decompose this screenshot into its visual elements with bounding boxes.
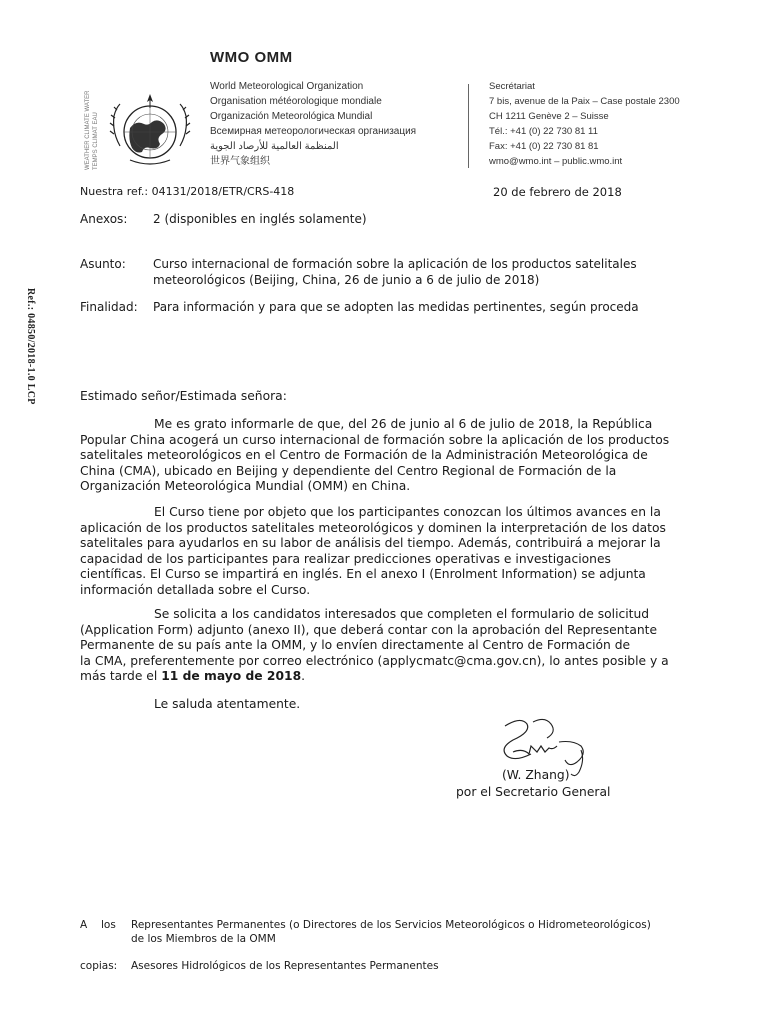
paragraph-line: Me es grato informarle de que, del 26 de junio al 6 de julio de 2018, la República [154,417,653,431]
paragraph-line: Organización Meteorológica Mundial (OMM) en China. [80,479,411,493]
secretariat-line: Tél.: +41 (0) 22 730 81 11 [489,126,598,137]
paragraph-line: científicas. El Curso se impartirá en inglés. En el anexo I (Enrolment Information) se adjunta [80,567,646,581]
paragraph-line: Se solicita a los candidatos interesados que completen el formulario de solicitud [154,607,650,621]
to-label-a: A [80,919,88,931]
cc-text: Asesores Hidrológicos de los Representantes Permanentes [131,960,439,972]
org-name-en: World Meteorological Organization [210,81,364,92]
annexes-value: 2 (disponibles en inglés solamente) [153,212,367,226]
deadline-date: 11 de mayo de 2018 [161,669,302,683]
reference-field [80,184,294,200]
paragraph-line: China (CMA), ubicado en Beijing y dependiente del Centro Regional de Formación de la [80,463,617,478]
paragraph-line: la CMA, preferentemente por correo electrónico (applycmatc@cma.gov.cn), lo antes posible y a [80,653,669,668]
signatory-title: por el Secretario General [456,785,611,799]
wmo-emblem-logo [100,86,200,168]
paragraph-line: aplicación de los productos satelitales meteorológicos y dominen la interpretación de los datos [80,520,666,535]
org-name-fr: Organisation météorologique mondiale [210,96,382,107]
org-name-es: Organización Meteorológica Mundial [210,111,373,122]
paragraph-line: . [301,669,306,683]
paragraph-line: El Curso tiene por objeto que los participantes conozcan los últimos avances en la [154,505,661,519]
margin-reference: Ref.: 04850/2018-1.0 LCP [25,288,36,405]
paragraph-line: información detallada sobre el Curso. [80,582,311,597]
paragraph-line: satelitales meteorológicos en el Centro de Formación de la Administración Meteorológica de [80,448,648,462]
secretariat-line: Fax: +41 (0) 22 730 81 81 [489,141,599,152]
purpose-value: Para información y para que se adopten las medidas pertinentes, según proceda [153,300,639,314]
secretariat-line: Secrétariat [489,81,535,92]
purpose-label: Finalidad: [80,300,138,314]
cc-label: copias: [80,960,118,972]
to-line-1: Representantes Permanentes (o Directores de los Servicios Meteorológicos o Hidrometeorológicos) [131,919,651,931]
paragraph-line: Permanente de su país ante la OMM, y lo envíen directamente al Centro de Formación de [80,638,631,652]
annexes-label: Anexos: [80,212,128,226]
paragraph-line: capacidad de los participantes para realizar predicciones operativas e investigaciones [80,551,611,566]
letterhead-divider [468,84,469,168]
paragraph-2 [80,505,720,598]
side-text-line: TEMPS CLIMAT EAU [93,112,99,170]
org-name-ar: المنظمة العالمية للأرصاد الجوية [210,141,339,152]
secretariat-address [489,79,680,169]
reference-value: 04131/2018/ETR/CRS-418 [151,185,295,198]
subject-line-2: meteorológicos (Beijing, China, 26 de junio a 6 de julio de 2018) [153,273,540,287]
signatory-name: (W. Zhang) [502,768,570,782]
paragraph-line: satelitales para ayudarlos en su labor de análisis del tiempo. Además, contribuirá a mejorar la [80,536,661,550]
org-name-zh: 世界气象组织 [210,156,270,167]
paragraph-line: más tarde el [80,669,162,683]
letter-date: 20 de febrero de 2018 [493,185,622,199]
side-text [84,80,100,170]
salutation: Estimado señor/Estimada señora: [80,389,287,403]
brand-title: WMO OMM [210,49,293,66]
subject-line-1: Curso internacional de formación sobre la aplicación de los productos satelitales [153,257,637,271]
secretariat-email: wmo@wmo.int – public.wmo.int [489,156,623,167]
closing: Le saluda atentamente. [154,697,301,711]
secretariat-line: CH 1211 Genève 2 – Suisse [489,111,609,122]
reference-label: Nuestra ref.: [80,185,149,198]
paragraph-line: Popular China acogerá un curso internacional de formación sobre la aplicación de los productos [80,432,670,447]
org-name-ru: Всемирная метеорологическая организация [210,126,417,137]
paragraph-1 [80,417,720,495]
secretariat-line: 7 bis, avenue de la Paix – Case postale 2300 [489,96,680,107]
to-line-2: de los Miembros de la OMM [131,933,276,945]
organization-names [210,79,416,169]
to-label-los: los [101,919,116,931]
side-text-line: WEATHER CLIMATE WATER [85,90,91,170]
paragraph-3 [80,607,720,685]
subject-label: Asunto: [80,257,126,271]
paragraph-line: (Application Form) adjunto (anexo II), que deberá contar con la aprobación del Representante [80,622,658,637]
